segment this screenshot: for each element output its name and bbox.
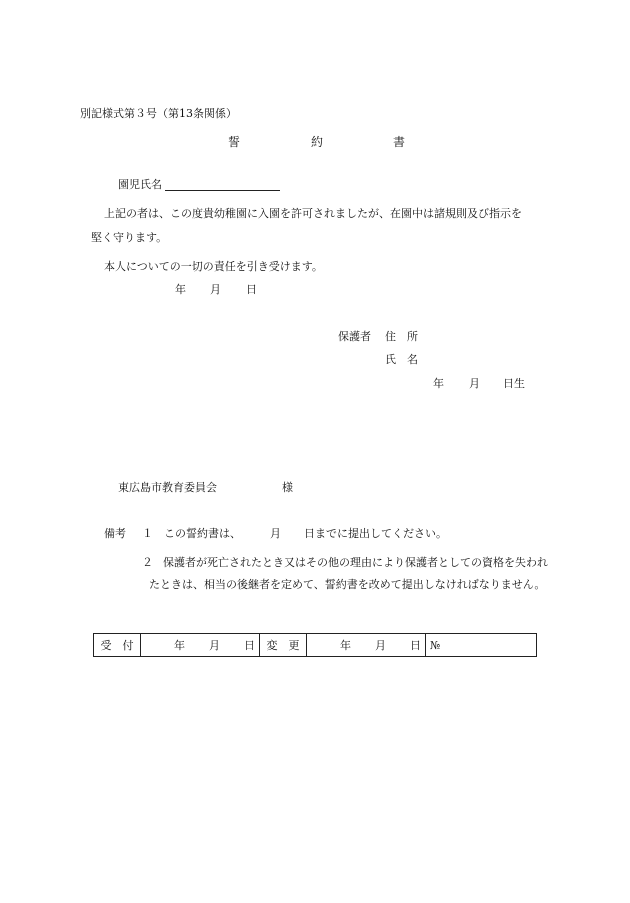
birth-month: 月 [469, 377, 480, 390]
remarks-label: 備考 [104, 527, 126, 540]
changed-month: 月 [375, 639, 386, 652]
title-char-3: 書 [393, 135, 406, 149]
honorific: 様 [282, 481, 293, 494]
body-line-1: 上記の者は、この度貴幼稚園に入園を許可されましたが、在園中は諸規則及び指示を [104, 207, 522, 220]
remark-2-number: ２ [142, 556, 153, 569]
remark-1-text-a: この誓約書は、 [164, 527, 241, 540]
remark-1-month: 月 [270, 527, 281, 540]
remark-1-number: １ [142, 527, 153, 540]
birth-year: 年 [433, 377, 444, 390]
title-char-2: 約 [311, 135, 324, 149]
number-cell [426, 634, 537, 657]
guardian-label: 保護者 [338, 330, 371, 343]
remark-2-text: 保護者が死亡されたとき又はその他の理由により保護者としての資格を失われたときは、相当の後継者を定めて、誓約書を改めて提出しなければなりません。 [149, 556, 548, 591]
date-year: 年 [175, 283, 186, 296]
received-month: 月 [209, 639, 220, 652]
number-label: № [430, 638, 441, 652]
changed-date-cell [307, 634, 426, 657]
received-year: 年 [174, 639, 185, 652]
receipt-table [93, 633, 537, 657]
remark-1-text-b: 日までに提出してください。 [304, 527, 447, 540]
date-day: 日 [246, 283, 257, 296]
title-char-1: 誓 [228, 135, 241, 149]
body-line-2: 堅く守ります。 [91, 231, 168, 244]
changed-label: 変 更 [260, 634, 307, 657]
received-label: 受 付 [94, 634, 141, 657]
child-name-line [165, 190, 280, 191]
body-line-3: 本人についての一切の責任を引き受けます。 [104, 260, 323, 273]
recipient: 東広島市教育委員会 [118, 481, 217, 494]
address-label: 住 所 [385, 330, 418, 343]
received-date-cell [141, 634, 260, 657]
name-label: 氏 名 [385, 353, 418, 366]
form-label: 別記様式第３号（第13条関係） [80, 107, 237, 120]
changed-year: 年 [340, 639, 351, 652]
received-day: 日 [244, 639, 255, 652]
birth-day: 日生 [503, 377, 525, 390]
child-name-label: 園児氏名 [118, 178, 162, 191]
date-month: 月 [210, 283, 221, 296]
changed-day: 日 [410, 639, 421, 652]
